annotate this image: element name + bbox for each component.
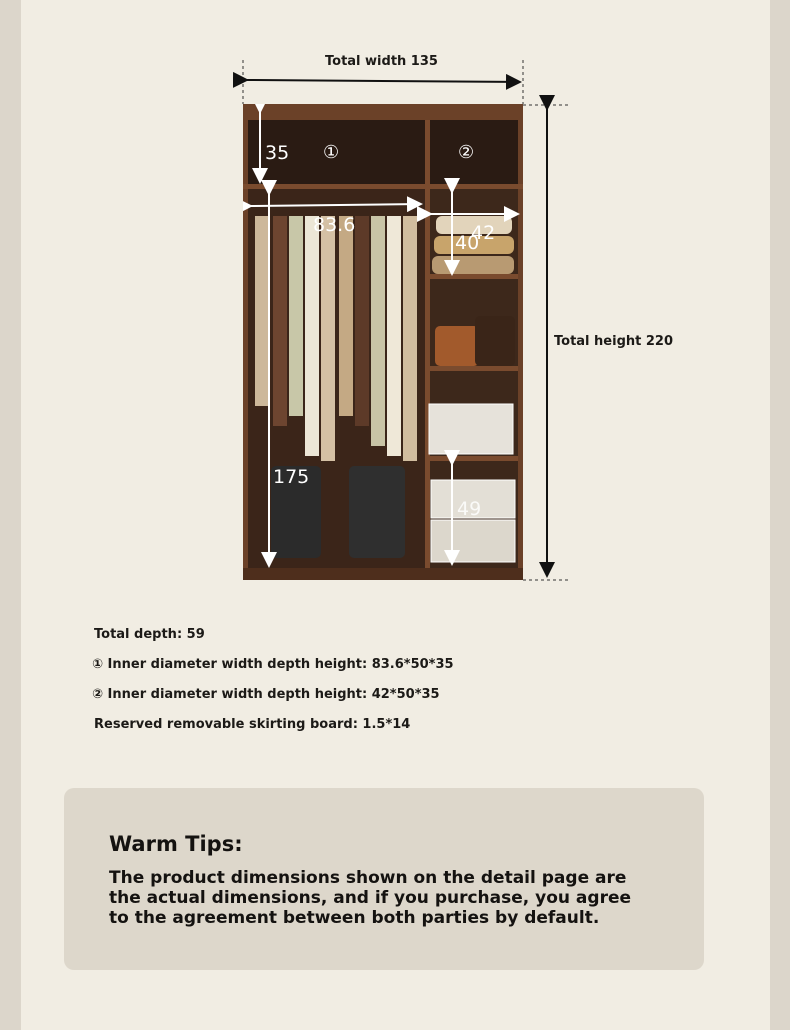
shelf-height-label: 40 xyxy=(455,232,480,254)
compartment-1-marker: ① xyxy=(323,142,340,163)
rail-width-label: 83.6 xyxy=(313,214,356,236)
wardrobe-illustration xyxy=(243,104,523,580)
spec-compartment-1: ① Inner diameter width depth height: 83.6*50*35 xyxy=(92,657,454,672)
total-width-label: Total width 135 xyxy=(325,54,438,69)
top-height-label: 35 xyxy=(265,142,290,164)
hanging-height-label: 175 xyxy=(273,466,310,488)
warm-tips-box xyxy=(64,788,704,970)
drawer-height-label: 49 xyxy=(457,498,482,520)
compartment-2-marker: ② xyxy=(458,142,475,163)
total-height-label: Total height 220 xyxy=(554,334,674,349)
spec-compartment-2: ② Inner diameter width depth height: 42*50*35 xyxy=(92,687,440,702)
shelf-width-label: 42 xyxy=(471,222,496,244)
spec-skirting-board: Reserved removable skirting board: 1.5*14 xyxy=(94,717,411,732)
tips-body: The product dimensions shown on the detail page are the actual dimensions, and if you purchase, you agree to the agreement between both parties by default. xyxy=(109,868,632,928)
tips-title: Warm Tips: xyxy=(109,832,243,856)
spec-total-depth: Total depth: 59 xyxy=(94,627,205,642)
